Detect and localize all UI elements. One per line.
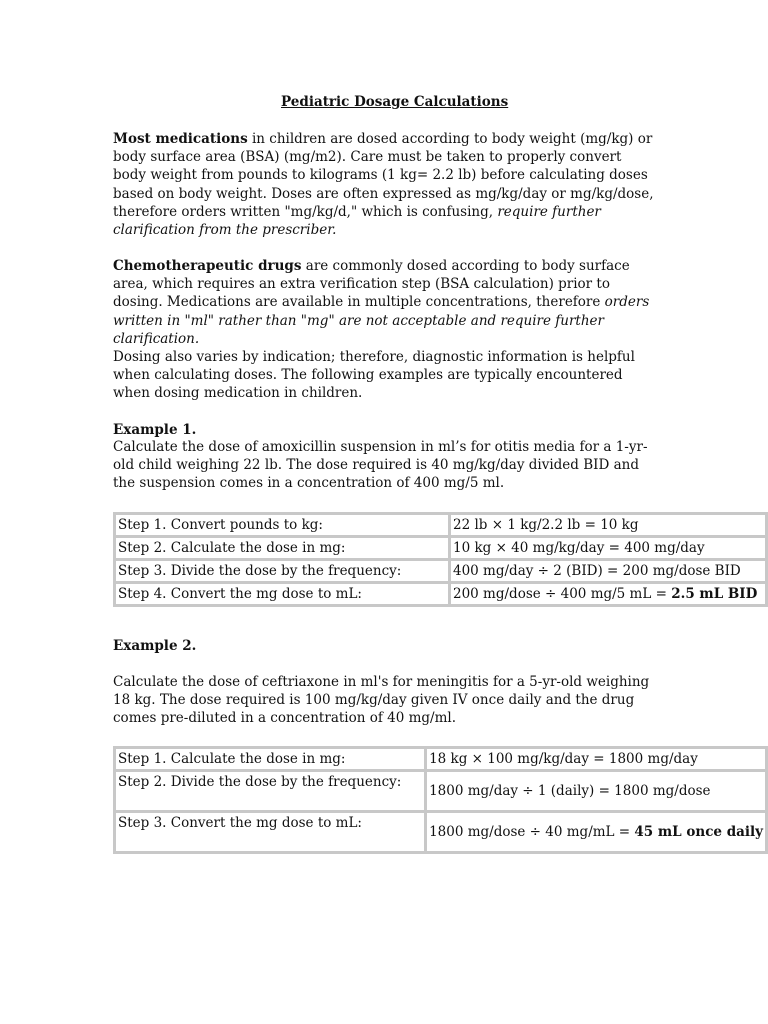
- example2-text: Calculate the dose of ceftriaxone in ml's for meningitis for a 5-yr-old weighing 18 kg. The dose required is 100 mg/kg/day given IV once daily and the drug comes pre-diluted in a concentration of 40 mg/ml.: [113, 674, 650, 727]
- result-text: 2.5 mL BID: [671, 586, 758, 602]
- example2-heading: [113, 637, 658, 655]
- calc-text: 18 kg × 100 mg/kg/day = 1800 mg/day: [429, 751, 698, 767]
- result-text: 45 mL once daily: [634, 824, 763, 840]
- step-cell: Step 2. Calculate the dose in mg:: [115, 537, 450, 560]
- table-row: [115, 514, 767, 537]
- paragraph-chemotherapeutic: [113, 257, 658, 348]
- example2-heading-text: Example 2.: [113, 638, 197, 654]
- calc-cell: [450, 514, 767, 537]
- calc-text: 22 lb × 1 kg/2.2 lb = 10 kg: [453, 517, 639, 533]
- example1-text: Calculate the dose of amoxicillin suspension in ml’s for otitis media for a 1-yr-old child weighing 22 lb. The dose required is 40 mg/kg/day divided BID and the suspension comes in a concentration of 400 mg/5 ml.: [113, 439, 648, 492]
- paragraph-most-medications: [113, 130, 658, 239]
- example1-table: [113, 512, 768, 607]
- calc-text: 10 kg × 40 mg/kg/day = 400 mg/day: [453, 540, 705, 556]
- paragraph-dosing-indication: Dosing also varies by indication; therefore, diagnostic information is helpful when calculating doses. The following examples are typically encountered when dosing medication in children.: [113, 349, 635, 402]
- step-cell: Step 3. Divide the dose by the frequency:: [115, 560, 450, 583]
- calc-cell: [450, 583, 767, 606]
- calc-text: 200 mg/dose ÷ 400 mg/5 mL =: [453, 586, 672, 602]
- step-cell: Step 1. Calculate the dose in mg:: [115, 748, 426, 771]
- italic-note: orders written in "ml" rather than "mg" are not acceptable and require further clarification.: [113, 294, 650, 347]
- calc-cell: [426, 748, 767, 771]
- step-cell: Step 3. Convert the mg dose to mL:: [115, 812, 426, 853]
- calc-text: 1800 mg/day ÷ 1 (daily) = 1800 mg/dose: [429, 783, 711, 799]
- calc-text: 1800 mg/dose ÷ 40 mg/mL =: [429, 824, 635, 840]
- bold-lead: Chemotherapeutic drugs: [113, 258, 302, 274]
- table-row: [115, 537, 767, 560]
- example1-heading: [113, 421, 658, 439]
- calc-cell: [426, 771, 767, 812]
- example2-table: [113, 746, 768, 854]
- bold-lead: Most medications: [113, 131, 248, 147]
- table-row: [115, 583, 767, 606]
- table-row: [115, 771, 767, 812]
- step-cell: Step 2. Divide the dose by the frequency:: [115, 771, 426, 812]
- calc-text: 400 mg/day ÷ 2 (BID) = 200 mg/dose BID: [453, 563, 741, 579]
- calc-cell: [450, 560, 767, 583]
- calc-cell: [450, 537, 767, 560]
- table-row: [115, 748, 767, 771]
- calc-cell: [426, 812, 767, 853]
- paragraph-text: in children are dosed according to body weight (mg/kg) or body surface area (BSA) (mg/m2). Care must be taken to properly convert body weight from pounds to kilograms (1 kg= 2.2 lb) before calculating doses based on body weight. Doses are often expressed as mg/kg/day or mg/kg/dose, therefore orders written "mg/kg/d," which is confusing,: [113, 131, 654, 220]
- step-cell: Step 4. Convert the mg dose to mL:: [115, 583, 450, 606]
- paragraph-text: are commonly dosed according to body surface area, which requires an extra verification step (BSA calculation) prior to dosing. Medications are available in multiple concentrations, therefore: [113, 258, 630, 311]
- document-title: Pediatric Dosage Calculations: [281, 94, 509, 110]
- example1-heading-text: Example 1.: [113, 422, 197, 438]
- table-row: [115, 812, 767, 853]
- step-cell: Step 1. Convert pounds to kg:: [115, 514, 450, 537]
- italic-note: require further clarification from the prescriber.: [113, 203, 601, 239]
- table-row: [115, 560, 767, 583]
